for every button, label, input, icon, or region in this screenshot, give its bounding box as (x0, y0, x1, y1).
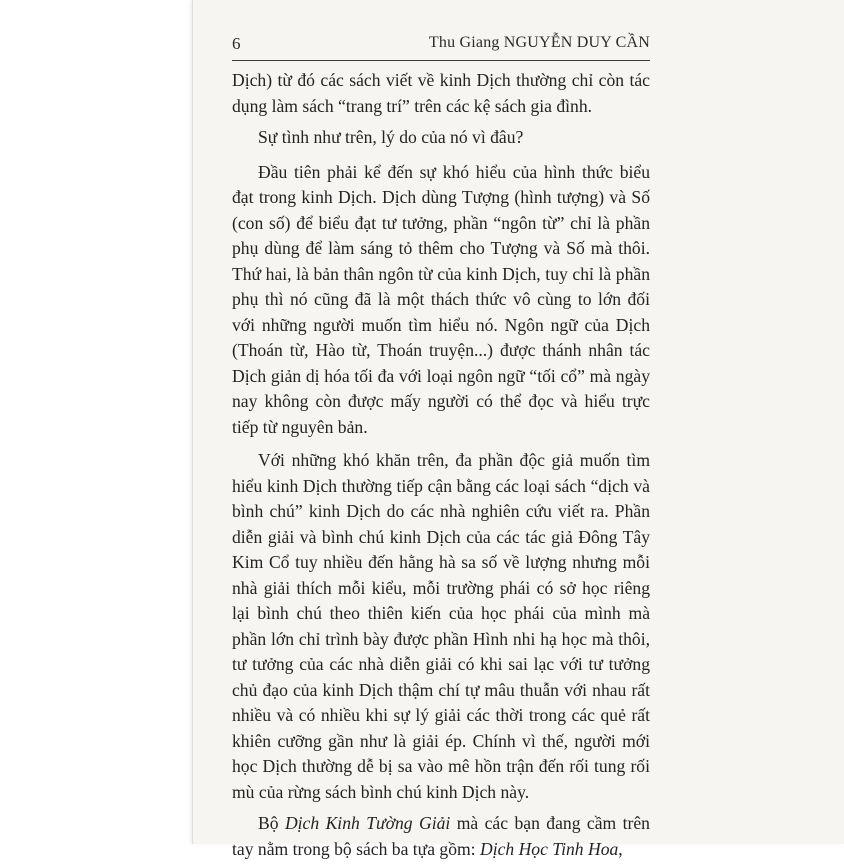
paragraph-5-text-e: , (618, 838, 623, 859)
paragraph-3: Đầu tiên phải kể đến sự khó hiểu của hình thức biểu đạt trong kinh Dịch. Dịch dùng Tượng (hình tượng) và Số (con số) để biểu đạt tư tưởng, phần “ngôn từ” chỉ là phần phụ dùng để làm sáng tỏ thêm cho Tượng và Số mà thôi. Thứ hai, là bản thân ngôn từ của kinh Dịch, tuy chỉ là phần phụ thì nó cũng đã là một thách thức vô cùng to lớn đối với những người muốn tìm hiểu nó. Ngôn ngữ của Dịch (Thoán từ, Hào từ, Thoán truyện...) được thánh nhân tác Dịch giản dị hóa tối đa với loại ngôn ngữ “tối cổ” mà ngày nay không còn được mấy người có thể đọc và hiểu trực tiếp từ nguyên bản. (232, 161, 650, 437)
body-text (232, 68, 650, 868)
paragraph-2: Sự tình như trên, lý do của nó vì đâu? (258, 127, 524, 147)
paragraph-1: Dịch) từ đó các sách viết về kinh Dịch thường chỉ còn tác dụng làm sách “trang trí” trên các kệ sách gia đình. (232, 70, 650, 116)
paragraph-5 (232, 811, 650, 862)
paragraph-5-text-a: Bộ (258, 813, 285, 833)
page-number: 6 (232, 34, 241, 53)
book-title-dich-kinh-tuong-giai: Dịch Kinh Tường Giải (284, 813, 451, 833)
paragraph-4: Với những khó khăn trên, đa phần độc giả muốn tìm hiểu kinh Dịch thường tiếp cận bằng các loại sách “dịch và bình chú” kinh Dịch do các nhà nghiên cứu viết ra. Phần diễn giải và bình chú kinh Dịch của các tác giả Đông Tây Kim Cổ tuy nhiều đến hằng hà sa số về lượng nhưng mỗi nhà giải thích mỗi kiểu, mỗi trường phái có sở học riêng lại bình chú theo thiên kiến của học phái của mình mà phần lớn chỉ trình bày được phần Hình nhi hạ học mà thôi, tư tưởng của các nhà diễn giải có khi sai lạc với tư tưởng chủ đạo của kinh Dịch thậm chí tự mâu thuẫn với nhau rất nhiều và có nhiều khi sự lý giải các thời trong các quẻ rất khiên cưỡng gần như là giải ép. Chính vì thế, người mới học Dịch thường dễ bị sa vào mê hồn trận đến rối tung rối mù của rừng sách bình chú kinh Dịch này. (232, 450, 650, 802)
running-title: Thu Giang NGUYỄN DUY CẦN (428, 34, 650, 51)
header-rule (232, 60, 650, 61)
paragraph-5-text-c: mà các bạn đang cầm trên tay nằm trong bộ sách ba tựa gồm: (232, 813, 650, 859)
book-title-dich-hoc-tinh-hoa: Dịch Học Tinh Hoa (479, 838, 619, 859)
page-header (232, 34, 650, 56)
